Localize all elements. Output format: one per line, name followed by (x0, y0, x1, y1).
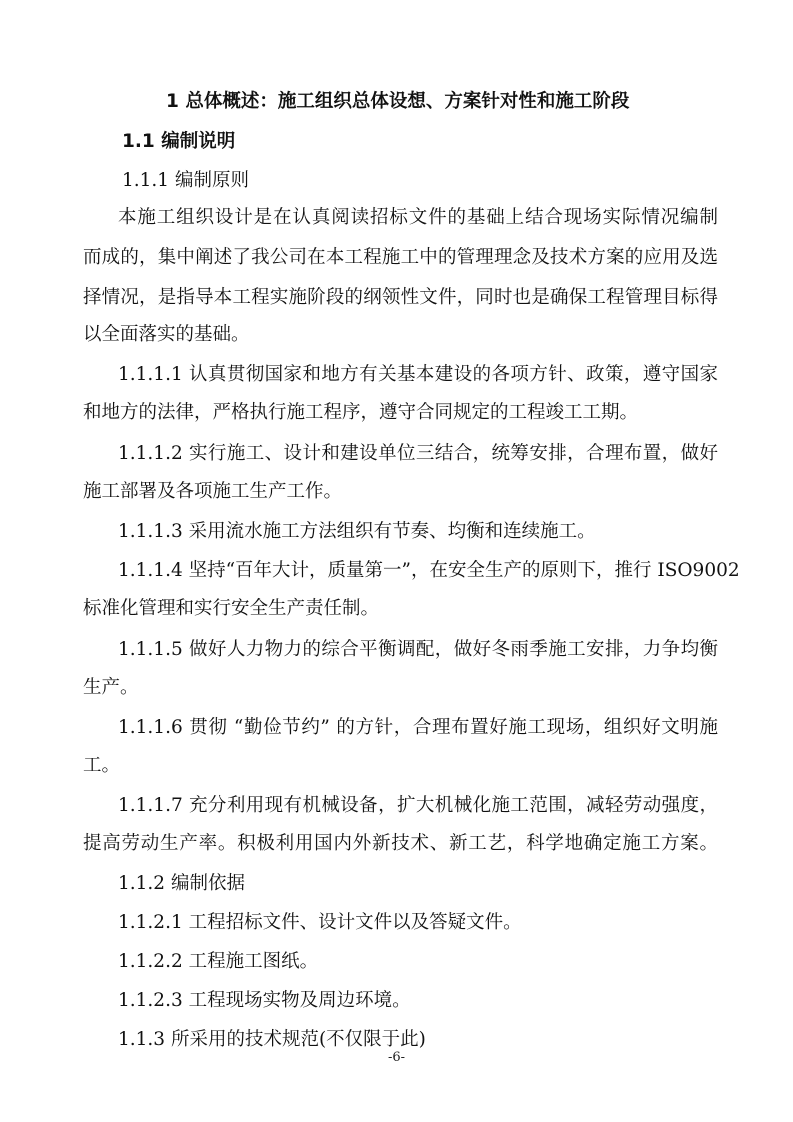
subsection-heading: 1.1.2 编制依据 (118, 873, 245, 894)
paragraph-line: 以全面落实的基础。 (83, 324, 250, 345)
list-item-line: 1.1.2.1 工程招标文件、设计文件以及答疑文件。 (118, 912, 522, 933)
list-item-line: 1.1.2.3 工程现场实物及周边环境。 (118, 990, 411, 1011)
list-item-line: 标准化管理和实行安全生产责任制。 (83, 598, 380, 619)
subsection-heading: 1.1.1 编制原则 (122, 170, 249, 191)
list-item-line: 1.1.1.1 认真贯彻国家和地方有关基本建设的各项方针、政策，遵守国家 (118, 364, 718, 385)
paragraph-line: 择情况，是指导本工程实施阶段的纲领性文件，同时也是确保工程管理目标得 (83, 287, 718, 308)
list-item-line: 工。 (83, 755, 121, 776)
paragraph-line: 本施工组织设计是在认真阅读招标文件的基础上结合现场实际情况编制 (118, 207, 718, 228)
list-item-line: 提高劳动生产率。积极利用国内外新技术、新工艺，科学地确定施工方案。 (83, 833, 718, 854)
list-item-line: 1.1.1.6 贯彻 “勤俭节约” 的方针，合理布置好施工现场，组织好文明施 (118, 717, 718, 738)
list-item-line: 生产。 (83, 677, 139, 698)
list-item-line: 施工部署及各项施工生产工作。 (83, 481, 343, 502)
list-item-line: 1.1.1.2 实行施工、设计和建设单位三结合，统筹安排，合理布置，做好 (118, 443, 718, 464)
list-item-line: 1.1.1.4 坚持“百年大计，质量第一”，在安全生产的原则下，推行 ISO9002 (118, 560, 740, 581)
section-heading: 1.1 编制说明 (122, 131, 236, 152)
list-item-line: 1.1.1.7 充分利用现有机械设备，扩大机械化施工范围，减轻劳动强度， (118, 795, 718, 816)
page-number: -6- (387, 1050, 406, 1065)
list-item-line: 1.1.1.5 做好人力物力的综合平衡调配，做好冬雨季施工安排，力争均衡 (118, 639, 718, 660)
list-item-line: 和地方的法律，严格执行施工程序，遵守合同规定的工程竣工工期。 (83, 402, 639, 423)
chapter-title: 1 总体概述：施工组织总体设想、方案针对性和施工阶段 (166, 91, 630, 112)
paragraph-line: 而成的，集中阐述了我公司在本工程施工中的管理理念及技术方案的应用及选 (83, 247, 718, 268)
subsection-heading: 1.1.3 所采用的技术规范(不仅限于此) (118, 1029, 426, 1050)
list-item-line: 1.1.2.2 工程施工图纸。 (118, 951, 319, 972)
list-item-line: 1.1.1.3 采用流水施工方法组织有节奏、均衡和连续施工。 (118, 521, 596, 542)
